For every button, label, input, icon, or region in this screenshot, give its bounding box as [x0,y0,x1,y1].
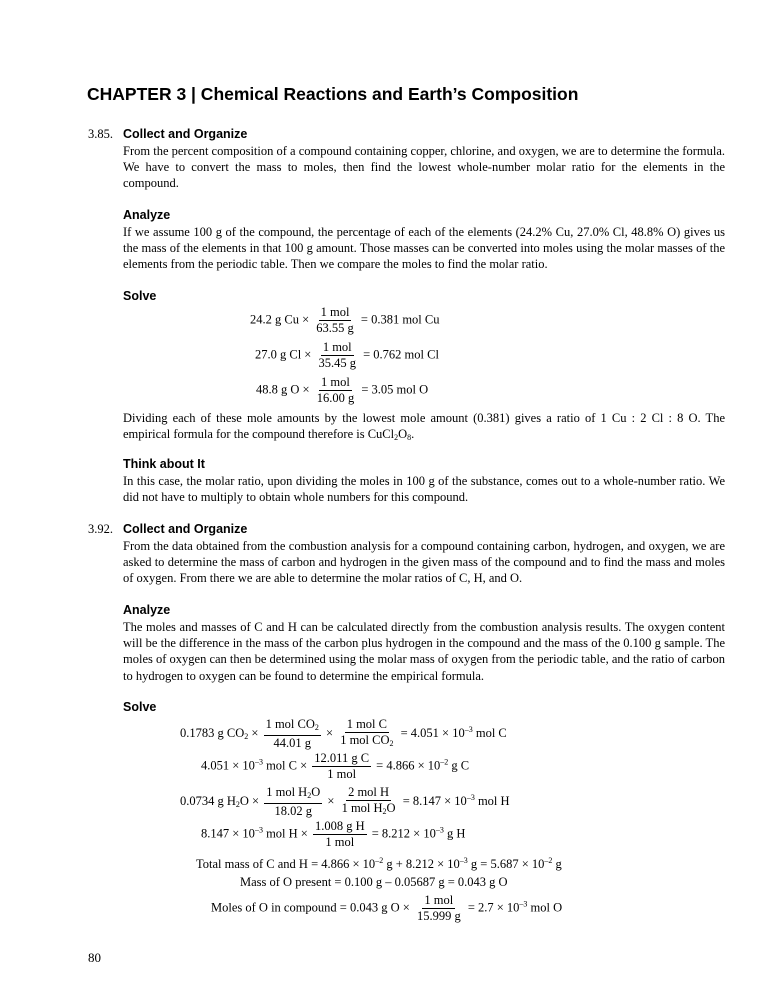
heading-solve-392: Solve [123,700,157,714]
heading-think-385: Think about It [123,457,205,471]
equation-o: 48.8 g O × $\frac{\text{1 mol}}{16.00 g}$ = 3.05 mol O [256,375,429,405]
equation-cl: 27.0 g Cl × $\frac{\text{1 mol}}{35.45 g}$ = 0.762 mol Cl [255,340,439,370]
paragraph-collect-392: From the data obtained from the combustion analysis for a compound containing carbon, hydrogen, and oxygen, we are asked to determine the mass of carbon and hydrogen in the given mass of the compound and to find the mass and moles of oxygen. From there we are able to determine the molar ratios of C, H, and O. [123,539,725,586]
paragraph-think-385: In this case, the molar ratio, upon dividing the moles in 100 g of the substance, comes out to a whole-number ratio. We did not have to multiply to obtain whole numbers for this compound. [123,474,725,505]
problem-number-392: 3.92. [88,522,113,536]
equation-cu: 24.2 g Cu × $\frac{\text{1 mol}}{63.55 g}$ = 0.381 mol Cu [250,305,440,335]
equation-h2o-to-mol-h: 0.0734 g $H_2O$ × $\frac{1 mol H_2O}{18.02 g}$ × $\frac{\text{2 mol H}}{1 mol H_2O}$ = $8.147 \times 10^{-3}$ mol H [180,785,510,818]
paragraph-analyze-385: If we assume 100 g of the compound, the percentage of each of the elements (24.2% Cu, 27.0% Cl, 48.8% O) gives us the mass of the elements in that 100 g amount. Those masses can be converted into moles using the molar masses of the elements from the periodic table. Then we compare the moles to find the molar ratio. [123,225,725,272]
equation-mass-o: Mass of O present = 0.100 g – 0.05687 g = 0.043 g O [240,875,508,889]
equation-moles-o: Moles of O in compound = 0.043 g O × $\frac{\text{1 mol}}{15.999 g}$ = $2.7 \times 10^{-3}$ mol O [211,893,563,923]
heading-collect-392: Collect and Organize [123,522,248,536]
equation-co2-to-mol-c: 0.1783 g $CO_2$ × $\frac{1 mol CO_2}{44.01 g}$ × $\frac{\text{1 mol C}}{1 mol CO_2}$ = $4.051 \times 10^{-3}$ mol C [180,717,507,750]
heading-collect-385: Collect and Organize [123,127,248,141]
problem-number-385: 3.85. [88,127,113,141]
paragraph-collect-385: From the percent composition of a compound containing copper, chlorine, and oxygen, we are to determine the formula. We have to convert the mass to moles, then find the lowest whole-number molar ratio for the elements in the compound. [123,144,725,191]
paragraph-analyze-392: The moles and masses of C and H can be calculated directly from the combustion analysis results. The oxygen content will be the difference in the mass of the carbon plus hydrogen in the compound and the mass of the 0.100 g sample. The moles of oxygen can then be determined using the molar mass of oxygen from the periodic table, and the ratio of carbon to hydrogen to oxygen can be found to determine the empirical formula. [123,620,725,683]
heading-analyze-385: Analyze [123,208,171,222]
equation-mol-c-to-g-c: $4.051 \times 10^{-3}$ mol C × $\frac{\text{12.011 g C}}{\text{1 mol}}$ = $4.866 \times 10^{-2}$ g C [201,751,470,781]
paragraph-solve-385: Dividing each of these mole amounts by the lowest mole amount (0.381) gives a ratio of 1 Cu : 2 Cl : 8 O. The empirical formula for the compound therefore is $CuCl_2O_8$. [123,411,725,443]
equation-total-mass: Total mass of C and $H = 4.866 \times 10^{-2}$ $g + 8.212 \times 10^{-3}$ $g = 5.687 \times 10^{-2}$ g [196,856,562,871]
equation-mol-h-to-g-h: $8.147 \times 10^{-3}$ mol H × $\frac{\text{1.008 g H}}{\text{1 mol}}$ = $8.212 \times 10^{-3}$ g H [201,819,466,849]
heading-solve-385: Solve [123,289,157,303]
heading-analyze-392: Analyze [123,603,171,617]
chapter-title: CHAPTER 3 | Chemical Reactions and Earth’s Composition [87,84,579,104]
page-number: 80 [88,950,101,965]
